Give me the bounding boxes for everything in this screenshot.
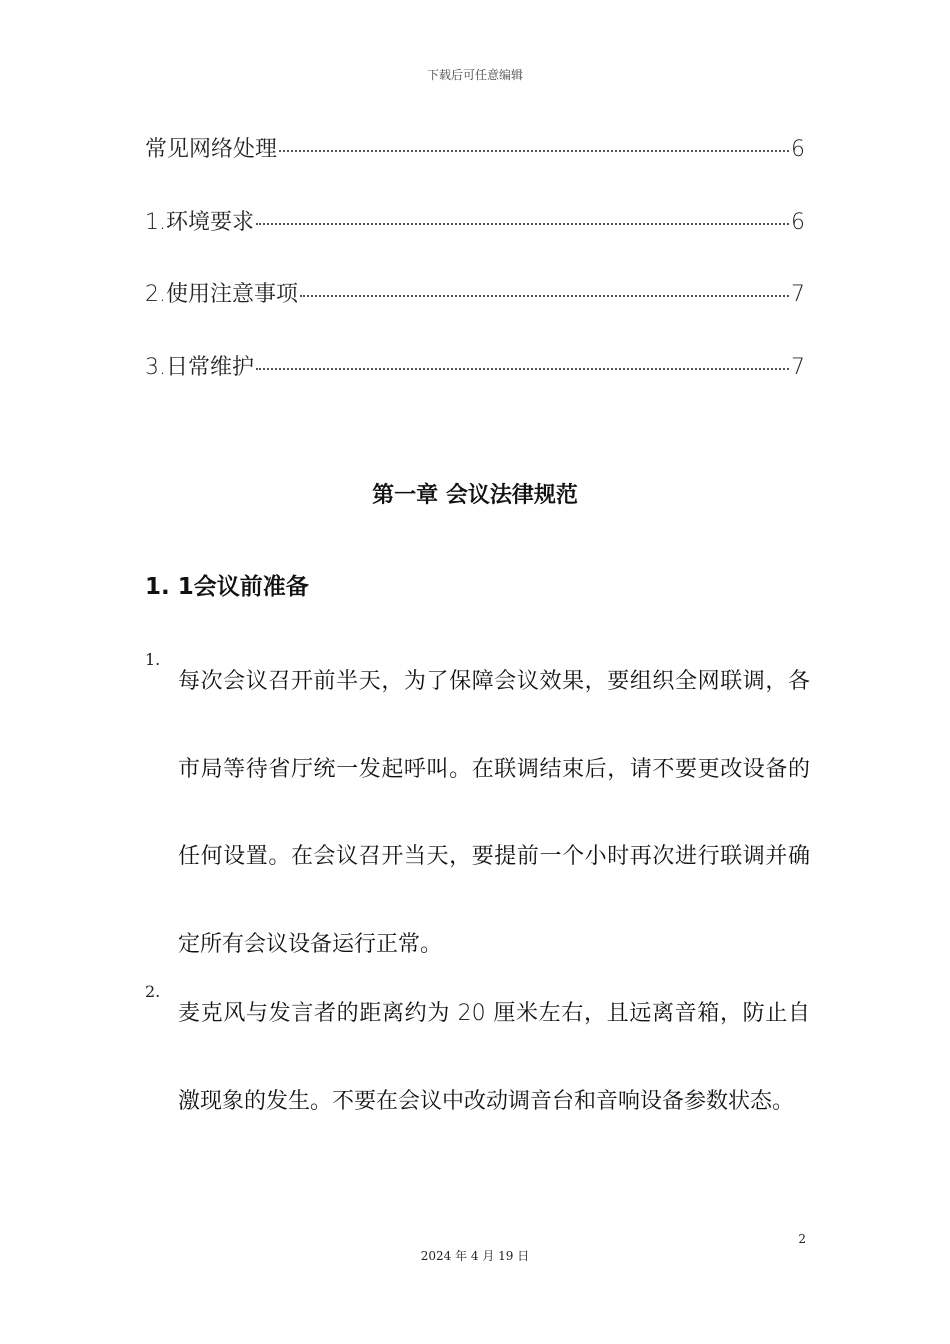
list-item-number: 2. <box>145 982 161 1001</box>
toc-entry-page: 7 <box>791 282 805 307</box>
toc-entry-page: 6 <box>791 209 805 235</box>
page-header: 下载后可任意编辑 <box>426 68 523 82</box>
list-item-text: 每次会议召开前半天，为了保障会议效果，要组织全网联调，各市局等待省厅统一发起呼叫。在联调结束后，请不要更改设备的任何设置。在会议召开当天，要提前一个小时再次进行联调并确定所有会议设备运行正常。 <box>178 669 810 957</box>
toc-entry-page: 7 <box>791 354 805 380</box>
toc-entry-label: 常见网络处理 <box>145 137 278 162</box>
toc-leader-dots <box>279 150 789 152</box>
list-item-text: 麦克风与发言者的距离约为 20 厘米左右，且远离音箱，防止自激现象的发生。不要在会议中改动调音台和音响设备参数状态。 <box>178 1001 810 1114</box>
footer-date: 2024 年 4 月 19 日 <box>420 1249 530 1263</box>
toc-entry-label: 3.日常维护 <box>145 354 254 380</box>
toc-entry[interactable] <box>145 277 805 350</box>
toc-leader-dots <box>256 368 789 370</box>
list-item-number: 1. <box>145 650 161 669</box>
toc-entry-page: 6 <box>791 137 805 162</box>
toc-entry-label: 1.环境要求 <box>145 209 254 235</box>
toc-entry[interactable] <box>145 350 805 423</box>
toc-entry[interactable] <box>145 132 805 205</box>
toc-entry-label: 2.使用注意事项 <box>145 282 298 307</box>
toc-entry[interactable] <box>145 205 805 278</box>
section-title: 1. 1会议前准备 <box>145 574 309 600</box>
table-of-contents <box>145 132 805 422</box>
toc-leader-dots <box>256 223 789 225</box>
chapter-title: 第一章 会议法律规范 <box>372 483 578 508</box>
page-number: 2 <box>798 1232 806 1246</box>
toc-leader-dots <box>300 295 789 297</box>
